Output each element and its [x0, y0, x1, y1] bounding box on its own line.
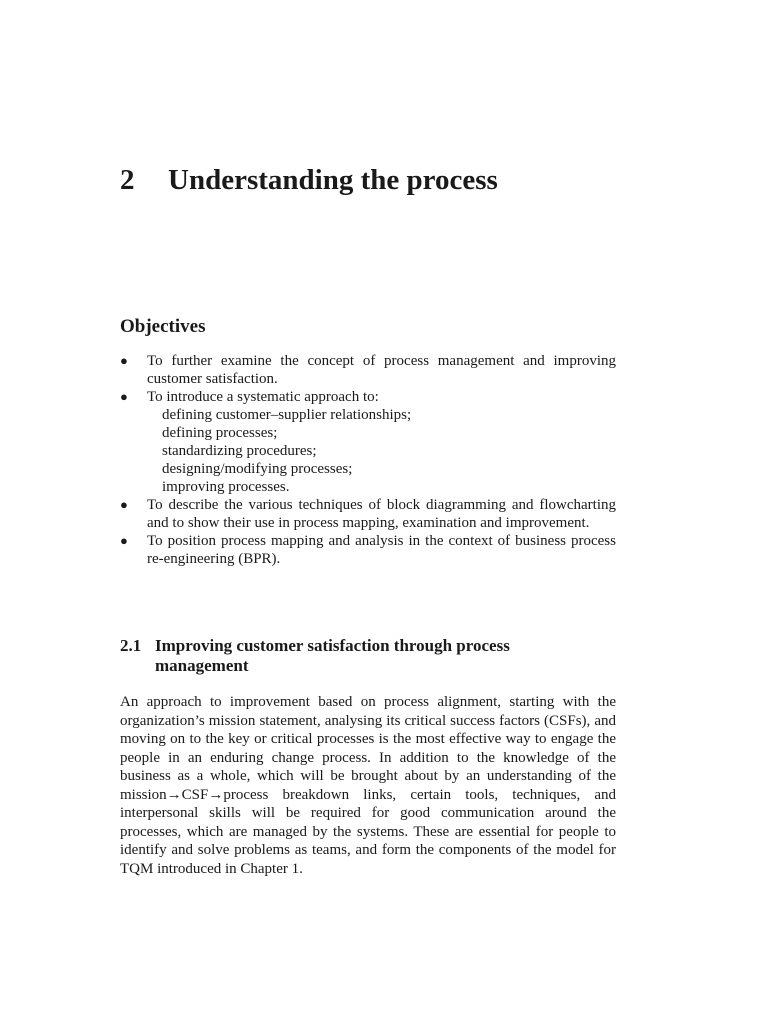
chapter-title-text: Understanding the process [168, 164, 498, 196]
bullet-icon: ● [120, 389, 128, 404]
objective-text: To introduce a systematic approach to: [147, 389, 379, 405]
objective-text: To describe the various techniques of block diagramming and flowcharting and to show their use in process mapping, examination and improvement. [147, 497, 616, 531]
objective-subitem: defining processes; [162, 425, 278, 441]
section-paragraph: An approach to improvement based on process alignment, starting with the organization’s mission statement, analysing its critical success factors (CSFs), and moving on to the key or critical processes is the most effective way to engage the people in an enduring change process. In addition to the knowledge of the business as a whole, which will be brought about by an understanding of the mission→CSF→process breakdown links, certain tools, techniques, and interpersonal skills will be required for good communication around the processes, which are managed by the systems. These are essential for people to identify and solve problems as teams, and form the components of the model for TQM introduced in Chapter 1. [120, 694, 616, 877]
objective-subitem: designing/modifying processes; [162, 461, 353, 477]
bullet-icon: ● [120, 497, 128, 512]
chapter-number: 2 [120, 164, 135, 196]
bullet-icon: ● [120, 353, 128, 368]
chapter-title [120, 160, 498, 200]
bullet-icon: ● [120, 533, 128, 548]
objective-item [120, 532, 616, 568]
objective-item [120, 388, 616, 496]
section-number: 2.1 [120, 636, 142, 655]
objective-subitem: standardizing procedures; [162, 443, 317, 459]
objective-subitem: improving processes. [162, 479, 290, 495]
objective-text: To position process mapping and analysis in the context of business process re-engineering (BPR). [147, 533, 616, 567]
objectives-heading: Objectives [120, 316, 206, 337]
section-title-line2: management [155, 656, 249, 675]
section-heading [120, 636, 620, 676]
objective-item [120, 352, 616, 388]
objective-item [120, 496, 616, 532]
objectives-list [120, 352, 616, 568]
objective-subitem: defining customer–supplier relationships; [162, 407, 412, 423]
objective-text: To further examine the concept of process management and improving customer satisfaction. [147, 353, 616, 387]
objective-sublist [147, 406, 616, 496]
section-title-line1: Improving customer satisfaction through process [155, 636, 510, 655]
